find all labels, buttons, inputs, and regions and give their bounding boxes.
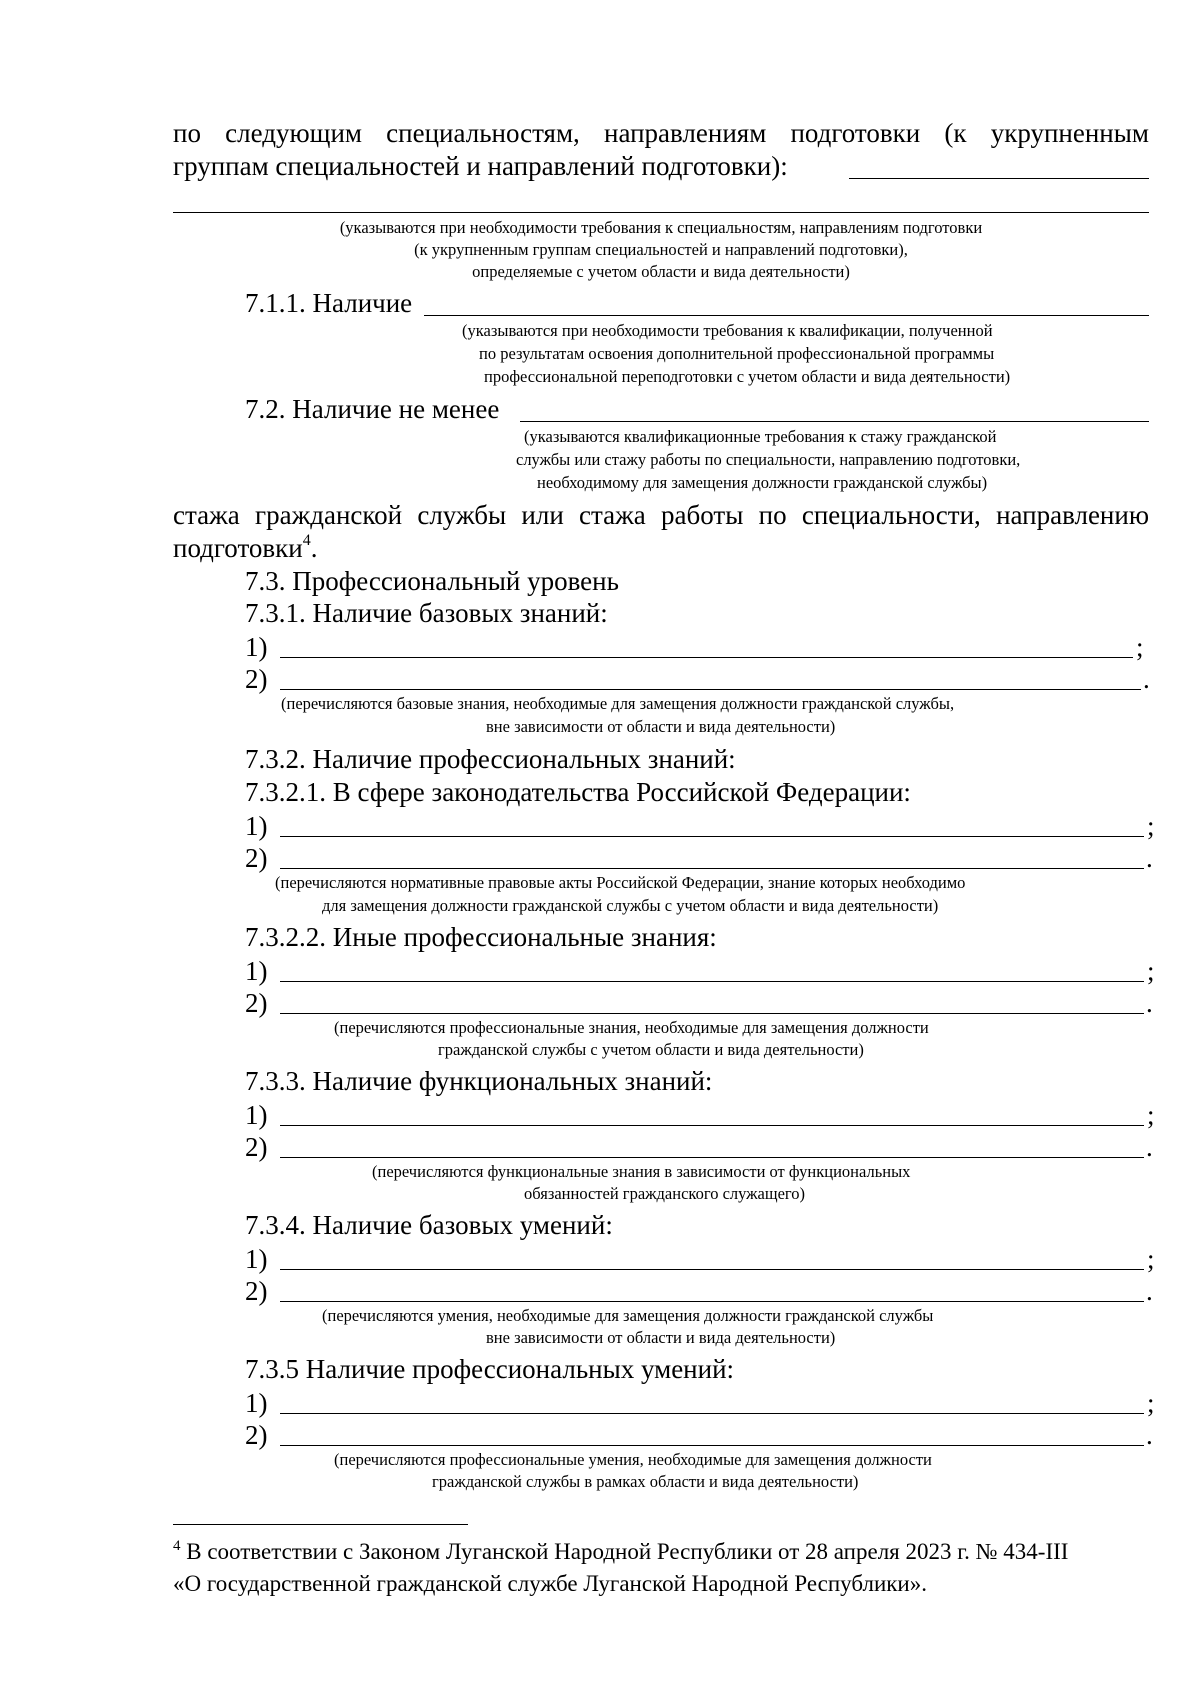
item-7-3-2-2-field-2[interactable] xyxy=(280,1013,1144,1014)
item-7-1-1-hint-3: профессиональной переподготовки с учетом области и вида деятельности) xyxy=(484,367,1011,386)
item-7-3-1-mark-2: 2) xyxy=(245,664,268,694)
item-7-3-5-field-1[interactable] xyxy=(280,1413,1144,1414)
item-7-3-2-1-label: 7.3.2.1. В сфере законодательства Российской Федерации: xyxy=(245,777,911,807)
item-7-3-4-field-1[interactable] xyxy=(280,1269,1144,1270)
item-7-3-4-hint-1: (перечисляются умения, необходимые для замещения должности гражданской службы xyxy=(322,1306,934,1325)
item-7-3-2-1-period: . xyxy=(1146,843,1153,873)
footnote-separator xyxy=(173,1524,468,1525)
specialties-field-2[interactable] xyxy=(173,212,1149,213)
item-7-3-5-mark-1: 1) xyxy=(245,1388,268,1418)
item-7-3-label: 7.3. Профессиональный уровень xyxy=(245,566,619,596)
item-7-3-1-hint-2: вне зависимости от области и вида деятельности) xyxy=(486,717,836,736)
item-7-3-1-period: . xyxy=(1143,664,1150,694)
intro-line-1: по следующим специальностям, направлениям подготовки (к укрупненным xyxy=(173,118,1149,148)
item-7-2-cont-line-1: стажа гражданской службы или стажа работы по специальности, направлению xyxy=(173,500,1149,530)
hint-specialties-1: (указываются при необходимости требования к специальностям, направлениям подготовки xyxy=(339,218,983,237)
item-7-3-3-mark-1: 1) xyxy=(245,1100,268,1130)
item-7-2-cont-text: подготовки xyxy=(173,533,303,563)
item-7-3-3-mark-2: 2) xyxy=(245,1132,268,1162)
item-7-1-1-label: 7.1.1. Наличие xyxy=(245,288,413,318)
footnote-number: 4 xyxy=(173,1538,181,1554)
specialties-field-1[interactable] xyxy=(849,178,1149,179)
item-7-3-5-semicolon: ; xyxy=(1147,1388,1155,1418)
hint-specialties-2: (к укрупненным группам специальностей и направлений подготовки), xyxy=(414,240,908,259)
item-7-3-2-1-hint-1: (перечисляются нормативные правовые акты Российской Федерации, знание которых необходимо xyxy=(275,873,966,892)
item-7-2-hint-1: (указываются квалификационные требования к стажу гражданской xyxy=(524,427,997,446)
item-7-3-4-semicolon: ; xyxy=(1147,1244,1155,1274)
item-7-3-5-mark-2: 2) xyxy=(245,1420,268,1450)
item-7-3-2-2-label: 7.3.2.2. Иные профессиональные знания: xyxy=(245,922,717,952)
item-7-3-2-2-mark-2: 2) xyxy=(245,988,268,1018)
item-7-3-3-field-1[interactable] xyxy=(280,1125,1144,1126)
item-7-3-3-field-2[interactable] xyxy=(280,1157,1144,1158)
item-7-3-4-hint-2: вне зависимости от области и вида деятельности) xyxy=(486,1328,836,1347)
footnote-line-1 xyxy=(173,1538,1068,1566)
footnote-line-2: «О государственной гражданской службе Луганской Народной Республики». xyxy=(173,1571,927,1596)
item-7-3-2-2-mark-1: 1) xyxy=(245,956,268,986)
item-7-3-3-hint-1: (перечисляются функциональные знания в зависимости от функциональных xyxy=(372,1162,911,1181)
item-7-2-label: 7.2. Наличие не менее xyxy=(245,394,500,424)
item-7-2-cont-line-2 xyxy=(173,533,317,563)
item-7-2-hint-3: необходимому для замещения должности гражданской службы) xyxy=(537,473,988,492)
item-7-1-1-hint-2: по результатам освоения дополнительной профессиональной программы xyxy=(479,344,995,363)
item-7-1-1-hint-1: (указываются при необходимости требования к квалификации, полученной xyxy=(462,321,993,340)
item-7-3-1-hint-1: (перечисляются базовые знания, необходимые для замещения должности гражданской службы, xyxy=(281,694,955,713)
footnote-ref[interactable]: 4 xyxy=(302,532,311,549)
item-7-3-1-mark-1: 1) xyxy=(245,632,268,662)
item-7-3-1-label: 7.3.1. Наличие базовых знаний: xyxy=(245,598,608,628)
item-7-3-4-mark-1: 1) xyxy=(245,1244,268,1274)
item-7-3-5-period: . xyxy=(1146,1420,1153,1450)
item-7-3-1-field-1[interactable] xyxy=(280,657,1133,658)
item-7-2-hint-2: службы или стажу работы по специальности, направлению подготовки, xyxy=(516,450,1021,469)
item-7-2-cont-end: . xyxy=(310,533,318,563)
item-7-1-1-field[interactable] xyxy=(424,315,1149,316)
item-7-3-5-hint-1: (перечисляются профессиональные умения, необходимые для замещения должности xyxy=(334,1450,932,1469)
item-7-3-2-1-hint-2: для замещения должности гражданской службы с учетом области и вида деятельности) xyxy=(322,896,939,915)
item-7-3-1-field-2[interactable] xyxy=(280,689,1141,690)
item-7-3-2-1-field-1[interactable] xyxy=(280,836,1144,837)
item-7-3-2-2-period: . xyxy=(1146,988,1153,1018)
item-7-3-5-field-2[interactable] xyxy=(280,1445,1144,1446)
item-7-3-3-semicolon: ; xyxy=(1147,1100,1155,1130)
item-7-3-1-semicolon: ; xyxy=(1136,632,1144,662)
item-7-3-4-mark-2: 2) xyxy=(245,1276,268,1306)
item-7-3-2-1-mark-2: 2) xyxy=(245,843,268,873)
item-7-3-5-hint-2: гражданской службы в рамках области и вида деятельности) xyxy=(432,1472,859,1491)
item-7-3-4-label: 7.3.4. Наличие базовых умений: xyxy=(245,1210,613,1240)
item-7-3-2-2-field-1[interactable] xyxy=(280,981,1144,982)
item-7-3-3-label: 7.3.3. Наличие функциональных знаний: xyxy=(245,1066,713,1096)
item-7-3-2-2-semicolon: ; xyxy=(1147,956,1155,986)
item-7-3-2-1-field-2[interactable] xyxy=(280,868,1144,869)
item-7-3-2-1-mark-1: 1) xyxy=(245,811,268,841)
item-7-3-3-period: . xyxy=(1146,1132,1153,1162)
hint-specialties-3: определяемые с учетом области и вида деятельности) xyxy=(472,262,850,281)
item-7-3-2-1-semicolon: ; xyxy=(1147,811,1155,841)
item-7-3-2-2-hint-1: (перечисляются профессиональные знания, необходимые для замещения должности xyxy=(334,1018,929,1037)
item-7-3-3-hint-2: обязанностей гражданского служащего) xyxy=(524,1184,806,1203)
item-7-3-5-label: 7.3.5 Наличие профессиональных умений: xyxy=(245,1354,735,1384)
item-7-3-2-2-hint-2: гражданской службы с учетом области и вида деятельности) xyxy=(438,1040,864,1059)
item-7-2-field[interactable] xyxy=(520,421,1149,422)
item-7-3-4-period: . xyxy=(1146,1276,1153,1306)
intro-line-2: группам специальностей и направлений подготовки): xyxy=(173,151,788,181)
item-7-3-2-label: 7.3.2. Наличие профессиональных знаний: xyxy=(245,744,736,774)
footnote-text-1: В соответствии с Законом Луганской Народной Республики от 28 апреля 2023 г. № 434-III xyxy=(180,1539,1069,1564)
item-7-3-4-field-2[interactable] xyxy=(280,1301,1144,1302)
